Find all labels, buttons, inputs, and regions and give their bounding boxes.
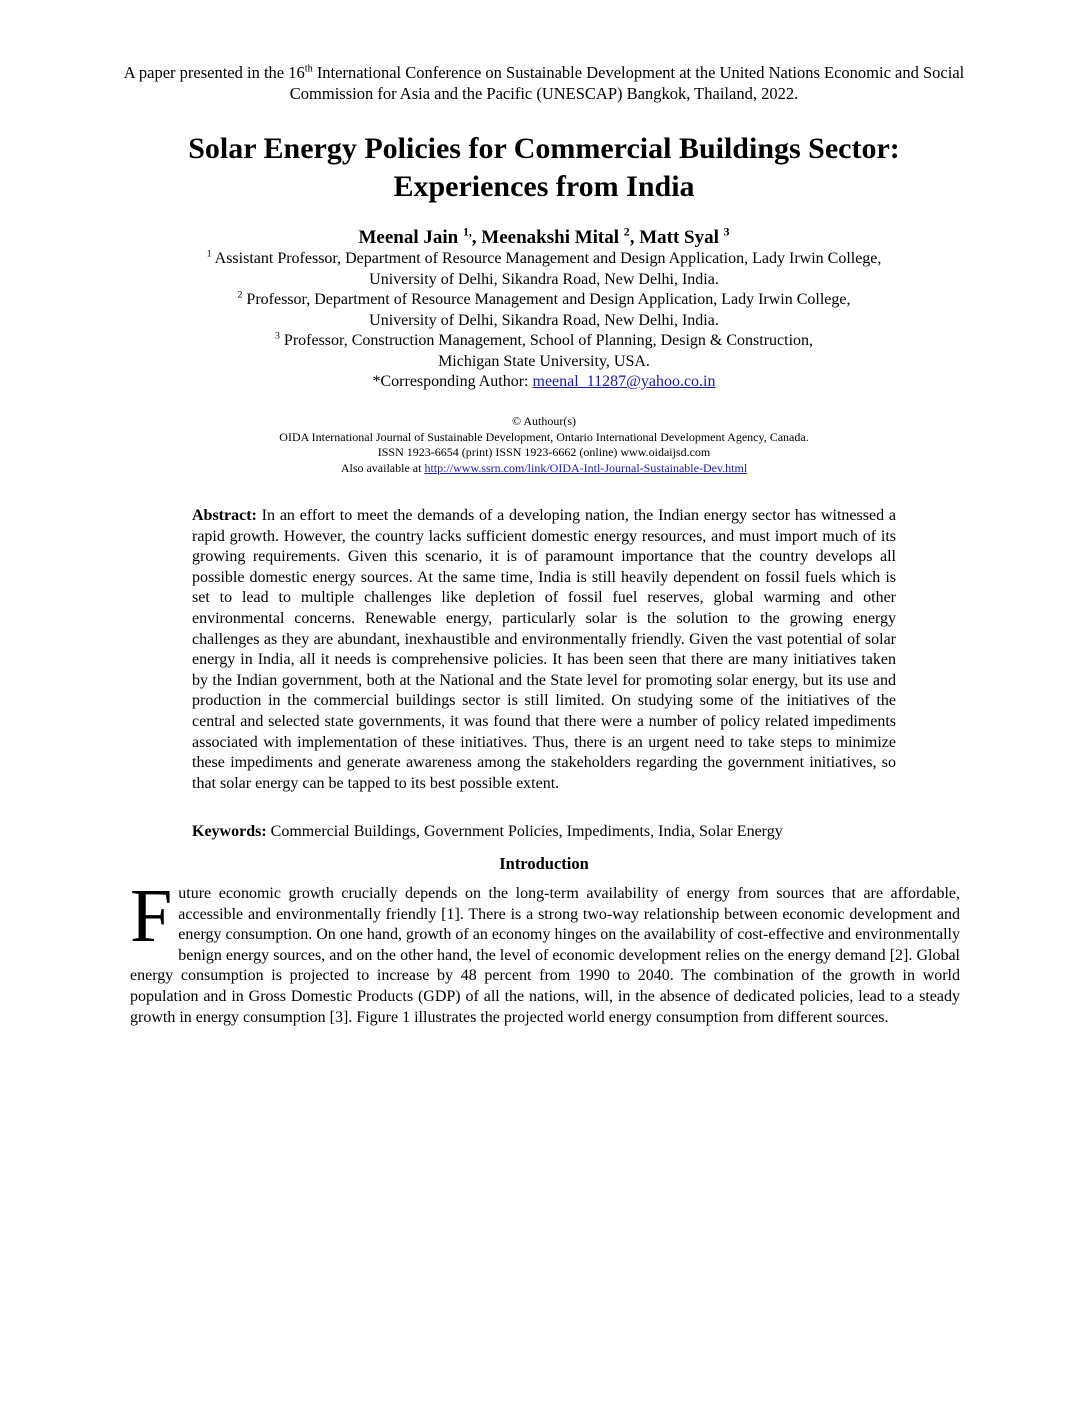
- availability-label: Also available at: [340, 460, 425, 475]
- affiliation-mark: 3: [274, 330, 280, 342]
- title-line-2: Experiences from India: [393, 170, 695, 203]
- author-affiliation-mark: 1,: [462, 225, 472, 239]
- affiliation-text: Assistant Professor, Department of Resource Management and Design Application, Lady Irwin College,: [211, 250, 882, 267]
- header-superscript: th: [304, 63, 313, 75]
- author-name: Meenakshi Mital: [481, 227, 624, 248]
- introduction-paragraph: [130, 874, 960, 1028]
- abstract: [192, 506, 896, 794]
- paper-title: [80, 130, 1008, 206]
- affiliation-3: [80, 331, 1008, 352]
- introduction-text: uture economic growth crucially depends on the long-term availability of energy from sources that are affordable, accessible and environmentally friendly [1]. There is a strong two-way relationship between economic development and energy consumption. On one hand, growth of an economy hinges on the availability of cost-effective and environmentally benign energy sources, and on the other hand, the level of economic development relies on the energy demand [2]. Global energy consumption is projected to increase by 48 percent from 1990 to 2040. The combination of the growth in world population and in Gross Domestic Products (GDP) of all the nations, will, in the absence of dedicated policies, lead to a steady growth in energy consumption [3]. Figure 1 illustrates the projected world energy consumption from different sources.: [130, 885, 960, 1026]
- copyright-line: © Authour(s): [511, 414, 577, 428]
- introduction-heading: Introduction: [499, 854, 589, 873]
- keywords-text: Commercial Buildings, Government Policies, Impediments, India, Solar Energy: [266, 823, 783, 840]
- keywords: [192, 822, 896, 842]
- affiliation-3-line-2: Michigan State University, USA.: [438, 352, 650, 370]
- drop-cap: F: [130, 874, 173, 958]
- author-affiliation-mark: 2: [623, 225, 630, 239]
- affiliations: [80, 249, 1008, 393]
- author-separator: ,: [629, 227, 640, 248]
- author-list: [80, 226, 1008, 250]
- affiliation-1: [80, 249, 1008, 270]
- affiliation-2-line-2: University of Delhi, Sikandra Road, New Delhi, India.: [369, 311, 719, 329]
- ssrn-link[interactable]: http://www.ssrn.com/link/OIDA-Intl-Journal-Sustainable-Dev.html: [424, 460, 748, 475]
- availability-line: [80, 461, 1008, 477]
- affiliation-text: Professor, Department of Resource Management and Design Application, Lady Irwin College,: [242, 291, 851, 308]
- corresponding-author: [80, 372, 1008, 393]
- affiliation-text: Professor, Construction Management, School of Planning, Design & Construction,: [279, 332, 814, 349]
- header-text: A paper presented in the 16: [123, 63, 305, 82]
- issn-line: ISSN 1923-6654 (print) ISSN 1923-6662 (online) www.oidaijsd.com: [377, 445, 711, 459]
- journal-line: OIDA International Journal of Sustainable Development, Ontario International Development Agency, Canada.: [279, 429, 809, 444]
- author-name: Meenal Jain: [358, 227, 463, 248]
- header-text-rest: International Conference on Sustainable Development at the United Nations Economic and Social Commission for Asia and the Pacific (UNESCAP) Bangkok, Thailand, 2022.: [289, 63, 965, 103]
- author-affiliation-mark: 3: [723, 225, 730, 239]
- corresponding-email-link[interactable]: meenal_11287@yahoo.co.in: [532, 373, 716, 390]
- affiliation-mark: 1: [206, 248, 212, 260]
- author-name: Matt Syal: [639, 227, 724, 248]
- author-separator: ,: [471, 227, 482, 248]
- affiliation-mark: 2: [237, 289, 243, 301]
- affiliation-2: [80, 290, 1008, 311]
- corresponding-label: *Corresponding Author:: [372, 373, 533, 390]
- keywords-label: Keywords:: [192, 823, 267, 840]
- conference-header: [110, 62, 978, 104]
- title-line-1: Solar Energy Policies for Commercial Buildings Sector:: [188, 132, 900, 165]
- abstract-text: In an effort to meet the demands of a developing nation, the Indian energy sector has witnessed a rapid growth. However, the country lacks sufficient domestic energy resources, and must import much of its growing requirements. Given this scenario, it is of paramount importance that the country develops all possible domestic energy sources. At the same time, India is still heavily dependent on fossil fuels which is set to lead to multiple challenges like depletion of fossil fuel reserves, global warming and other environmental concerns. Renewable energy, particularly solar is the solution to the growing energy challenges as they are abundant, inexhaustible and environmentally friendly. Given the vast potential of solar energy in India, all it needs is comprehensive policies. It has been seen that there are many initiatives taken by the Indian government, both at the National and the State level for promoting solar energy, but its use and production in the commercial buildings sector is still limited. On studying some of the initiatives of the central and selected state governments, it was found that there were a number of policy related impediments associated with implementation of these initiatives. Thus, there is an urgent need to take steps to minimize these impediments and generate awareness among the stakeholders regarding the government initiatives, so that solar energy can be tapped to its best possible extent.: [192, 507, 896, 792]
- abstract-label: Abstract:: [192, 507, 257, 524]
- affiliation-1-line-2: University of Delhi, Sikandra Road, New Delhi, India.: [369, 270, 719, 288]
- copyright-block: [80, 414, 1008, 476]
